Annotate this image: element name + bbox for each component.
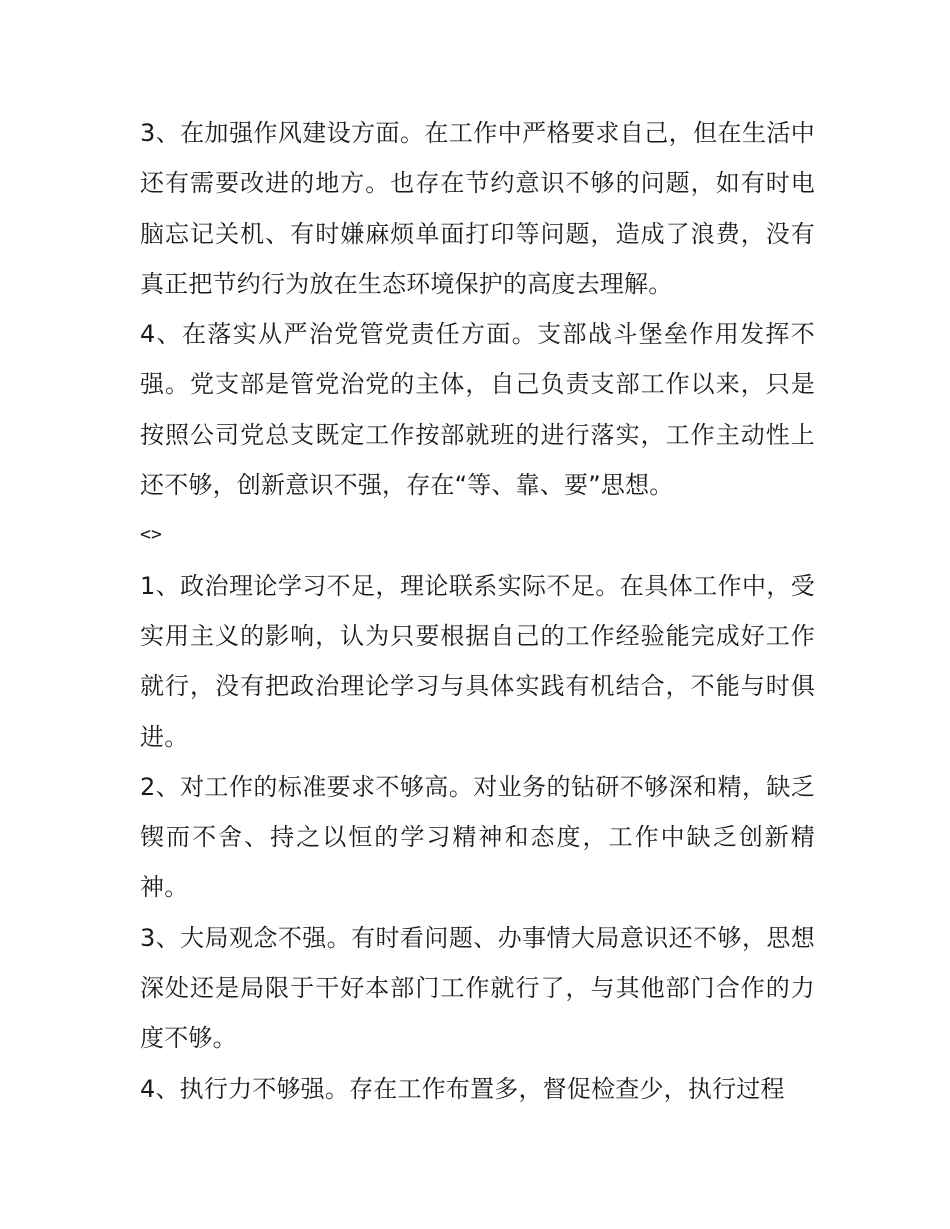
- paragraph-overall-view: 3、大局观念不强。有时看问题、办事情大局意识还不够，思想深处还是局限于干好本部门工作就行了，与其他部门合作的力度不够。: [140, 923, 815, 1053]
- paragraph-execution: 4、执行力不够强。存在工作布置多，督促检查少，执行过程: [140, 1074, 785, 1103]
- paragraph-theory-study: 1、政治理论学习不足，理论联系实际不足。在具体工作中，受实用主义的影响，认为只要根据自己的工作经验能完成好工作就行，没有把政治理论学习与具体实践有机结合，不能与时俱进。: [140, 571, 815, 751]
- paragraph-party-responsibility: 4、在落实从严治党管党责任方面。支部战斗堡垒作用发挥不强。党支部是管党治党的主体，自己负责支部工作以来，只是按照公司党总支既定工作按部就班的进行落实，工作主动性上还不够，创新意识不强，存在“等、靠、要”思想。: [140, 320, 815, 500]
- section-marker: <>: [140, 524, 163, 546]
- paragraph-style-improvement: 3、在加强作风建设方面。在工作中严格要求自己，但在生活中还有需要改进的地方。也存在节约意识不够的问题，如有时电脑忘记关机、有时嫌麻烦单面打印等问题，造成了浪费，没有真正把节约行为放在生态环境保护的高度去理解。: [140, 119, 815, 298]
- paragraph-work-standards: 2、对工作的标准要求不够高。对业务的钻研不够深和精，缺乏锲而不舍、持之以恒的学习精神和态度，工作中缺乏创新精神。: [140, 772, 815, 902]
- document-body: [140, 108, 815, 1114]
